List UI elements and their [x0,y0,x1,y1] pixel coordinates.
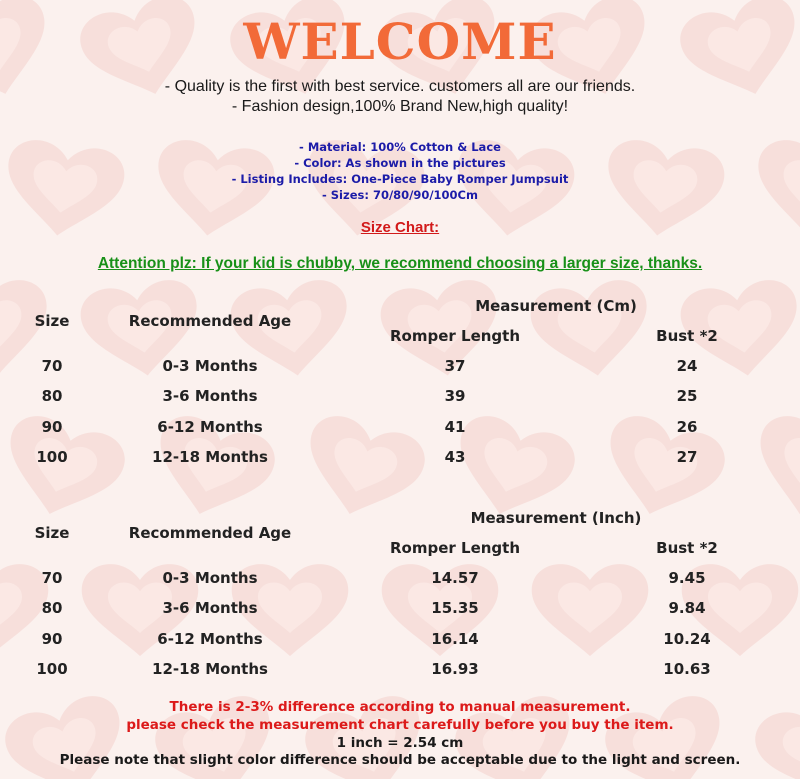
header-size: Size [34,524,70,542]
cell-age: 3-6 Months [162,599,258,617]
cell-length: 14.57 [431,569,479,587]
cell-bust: 9.45 [668,569,706,587]
cell-size: 100 [36,448,68,466]
header-recommended-age: Recommended Age [128,312,292,330]
cell-age: 3-6 Months [162,387,258,405]
cell-age: 6-12 Months [157,418,263,436]
spec-color: - Color: As shown in the pictures [294,156,506,170]
cell-bust: 25 [676,387,698,405]
cell-bust: 10.63 [663,660,711,678]
header-size: Size [34,312,70,330]
welcome-title: WELCOME [243,12,557,71]
header-bust: Bust *2 [656,539,718,557]
note-color-difference: Please note that slight color difference should be acceptable due to the light and screen. [59,752,741,768]
cell-size: 100 [36,660,68,678]
tagline-fashion: - Fashion design,100% Brand New,high quality! [231,98,569,115]
header-measurement: Measurement (Cm) [475,297,637,315]
spec-sizes: - Sizes: 70/80/90/100Cm [322,188,478,202]
cell-size: 90 [41,630,63,648]
note-inch-conversion: 1 inch = 2.54 cm [336,735,464,751]
attention-note: Attention plz: If your kid is chubby, we recommend choosing a larger size, thanks. [97,255,703,272]
cell-age: 6-12 Months [157,630,263,648]
header-romper-length: Romper Length [389,539,521,557]
size-chart-title: Size Chart: [360,219,440,236]
cell-age: 12-18 Months [152,448,268,466]
cell-bust: 10.24 [663,630,711,648]
cell-size: 80 [41,599,63,617]
cell-length: 16.14 [431,630,479,648]
cell-age: 0-3 Months [162,357,258,375]
header-measurement: Measurement (Inch) [470,509,642,527]
cell-length: 15.35 [431,599,479,617]
cell-age: 12-18 Months [152,660,268,678]
cell-age: 0-3 Months [162,569,258,587]
cell-bust: 24 [676,357,698,375]
note-measurement-difference: There is 2-3% difference according to manual measurement. [169,699,631,715]
cell-size: 70 [41,357,63,375]
cell-bust: 9.84 [668,599,706,617]
product-specs [0,139,800,203]
spec-listing: - Listing Includes: One-Piece Baby Romper Jumpsuit [231,172,569,186]
header-bust: Bust *2 [656,327,718,345]
tagline-quality: - Quality is the first with best service. customers all are our friends. [164,78,636,95]
cell-length: 39 [444,387,466,405]
cell-size: 70 [41,569,63,587]
spec-material: - Material: 100% Cotton & Lace [299,140,501,154]
cell-length: 37 [444,357,466,375]
cell-size: 80 [41,387,63,405]
cell-bust: 27 [676,448,698,466]
cell-size: 90 [41,418,63,436]
cell-length: 16.93 [431,660,479,678]
header-recommended-age: Recommended Age [128,524,292,542]
note-check-chart: please check the measurement chart carefully before you buy the item. [126,717,674,733]
cell-length: 43 [444,448,466,466]
header-romper-length: Romper Length [389,327,521,345]
cell-length: 41 [444,418,466,436]
cell-bust: 26 [676,418,698,436]
